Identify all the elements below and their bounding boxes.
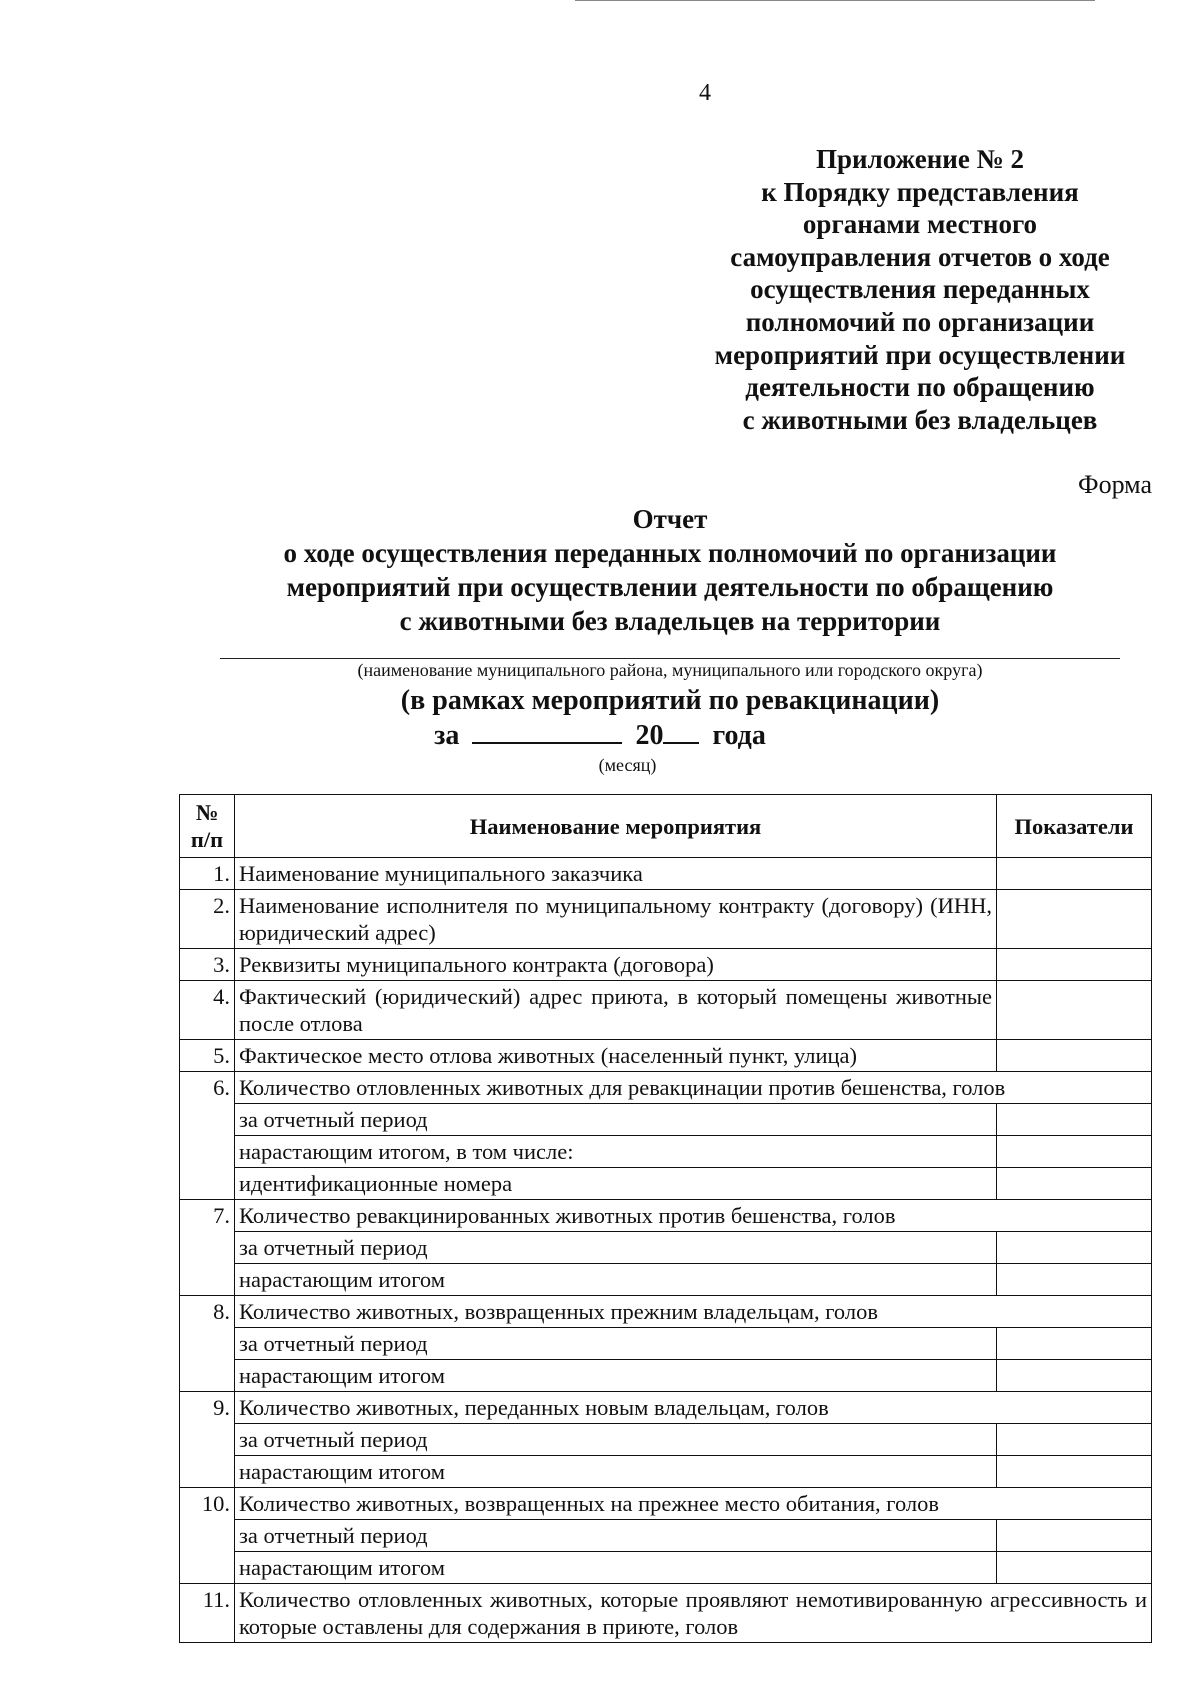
row-name: Количество отловленных животных для ревакцинации против бешенства, голов (235, 1072, 1152, 1104)
row-name: Наименование исполнителя по муниципальному контракту (договору) (ИНН, юридический адрес) (235, 890, 997, 949)
subrow-label: нарастающим итогом (235, 1552, 997, 1584)
table-row (180, 1296, 1152, 1328)
row-name: Реквизиты муниципального контракта (договора) (235, 949, 997, 981)
report-title-line: о ходе осуществления переданных полномочий по организации (283, 538, 1057, 568)
table-row (180, 949, 1152, 981)
table-subrow (180, 1456, 1152, 1488)
subrow-value-cell[interactable] (997, 1520, 1152, 1552)
table-row (180, 1072, 1152, 1104)
period-prefix: за (434, 720, 460, 751)
subrow-value-cell[interactable] (997, 1136, 1152, 1168)
table-row (180, 1584, 1152, 1643)
table-subrow (180, 1232, 1152, 1264)
subrow-value-cell[interactable] (997, 1104, 1152, 1136)
subrow-label: за отчетный период (235, 1232, 997, 1264)
table-subrow (180, 1136, 1152, 1168)
appendix-line: мероприятий при осуществлении (714, 339, 1126, 370)
subrow-label: нарастающим итогом (235, 1360, 997, 1392)
month-blank[interactable] (472, 718, 622, 744)
row-name: Количество ревакцинированных животных против бешенства, голов (235, 1200, 1152, 1232)
subrow-value-cell[interactable] (997, 1264, 1152, 1296)
row-name: Количество животных, возвращенных на прежнее место обитания, голов (235, 1488, 1152, 1520)
report-period (0, 718, 1200, 752)
table-row (180, 1392, 1152, 1424)
row-number: 6. (180, 1072, 235, 1200)
table-row (180, 1488, 1152, 1520)
table-subrow (180, 1360, 1152, 1392)
subrow-value-cell[interactable] (997, 1552, 1152, 1584)
row-name: Фактическое место отлова животных (населенный пункт, улица) (235, 1040, 997, 1072)
subrow-label: нарастающим итогом (235, 1456, 997, 1488)
table-row (180, 890, 1152, 949)
table-row (180, 1040, 1152, 1072)
subrow-value-cell[interactable] (997, 1328, 1152, 1360)
header-name: Наименование мероприятия (235, 795, 997, 858)
row-number: 9. (180, 1392, 235, 1488)
appendix-line: с животными без владельцев (742, 404, 1098, 435)
appendix-line: к Порядку представления (761, 176, 1079, 207)
territory-hint: (наименование муниципального района, муниципального или городского округа) (357, 660, 983, 680)
table-subrow (180, 1520, 1152, 1552)
year-blank[interactable] (663, 718, 699, 744)
period-suffix: года (712, 720, 766, 751)
table-subrow (180, 1328, 1152, 1360)
row-value-cell[interactable] (997, 858, 1152, 890)
report-title-line: Отчет (632, 504, 708, 534)
table-row (180, 858, 1152, 890)
subrow-label: за отчетный период (235, 1104, 997, 1136)
report-title-line: с животными без владельцев на территории (399, 606, 941, 636)
territory-fill-line[interactable] (220, 658, 1120, 659)
row-name: Количество животных, переданных новым владельцам, голов (235, 1392, 1152, 1424)
row-number: 1. (180, 858, 235, 890)
table-subrow (180, 1264, 1152, 1296)
top-edge-rule (575, 0, 1095, 1)
row-number: 7. (180, 1200, 235, 1296)
subrow-value-cell[interactable] (997, 1424, 1152, 1456)
subrow-label: за отчетный период (235, 1328, 997, 1360)
report-title-line: мероприятий при осуществлении деятельности по обращению (286, 572, 1054, 602)
month-hint: (месяц) (598, 755, 657, 775)
page-number: 4 (699, 80, 711, 106)
table-subrow (180, 1424, 1152, 1456)
row-name: Количество отловленных животных, которые проявляют немотивированную агрессивность и которые оставлены для содержания в приюте, голов (235, 1584, 1152, 1643)
subrow-label: нарастающим итогом (235, 1264, 997, 1296)
appendix-line: полномочий по организации (745, 306, 1095, 337)
subrow-value-cell[interactable] (997, 1456, 1152, 1488)
appendix-line: самоуправления отчетов о ходе (730, 241, 1110, 272)
appendix-line: деятельности по обращению (745, 372, 1095, 403)
subrow-value-cell[interactable] (997, 1232, 1152, 1264)
row-number: 5. (180, 1040, 235, 1072)
form-label: Форма (1078, 470, 1152, 499)
row-value-cell[interactable] (997, 981, 1152, 1040)
subrow-value-cell[interactable] (997, 1360, 1152, 1392)
row-name: Наименование муниципального заказчика (235, 858, 997, 890)
table-subrow (180, 1104, 1152, 1136)
subrow-value-cell[interactable] (997, 1168, 1152, 1200)
row-number: 2. (180, 890, 235, 949)
appendix-line: органами местного (802, 209, 1038, 240)
row-value-cell[interactable] (997, 949, 1152, 981)
subrow-label: за отчетный период (235, 1424, 997, 1456)
report-table (179, 794, 1152, 1643)
table-row (180, 981, 1152, 1040)
table-row (180, 1200, 1152, 1232)
row-number: 3. (180, 949, 235, 981)
header-value: Показатели (997, 795, 1152, 858)
row-value-cell[interactable] (997, 890, 1152, 949)
row-number: 4. (180, 981, 235, 1040)
header-num: № п/п (180, 795, 235, 858)
row-name: Фактический (юридический) адрес приюта, в который помещены животные после отлова (235, 981, 997, 1040)
period-year-prefix: 20 (635, 720, 664, 751)
report-subtitle: (в рамках мероприятий по ревакцинации) (400, 685, 940, 716)
subrow-label: идентификационные номера (235, 1168, 997, 1200)
table-subrow (180, 1552, 1152, 1584)
row-value-cell[interactable] (997, 1040, 1152, 1072)
row-number: 10. (180, 1488, 235, 1584)
appendix-line: осуществления переданных (750, 274, 1090, 305)
appendix-heading (680, 143, 1160, 436)
subrow-label: за отчетный период (235, 1520, 997, 1552)
row-number: 11. (180, 1584, 235, 1643)
subrow-label: нарастающим итогом, в том числе: (235, 1136, 997, 1168)
row-name: Количество животных, возвращенных прежним владельцам, голов (235, 1296, 1152, 1328)
table-header-row (180, 795, 1152, 858)
table-subrow (180, 1168, 1152, 1200)
row-number: 8. (180, 1296, 235, 1392)
report-title (190, 502, 1150, 638)
appendix-line: Приложение № 2 (816, 144, 1024, 174)
